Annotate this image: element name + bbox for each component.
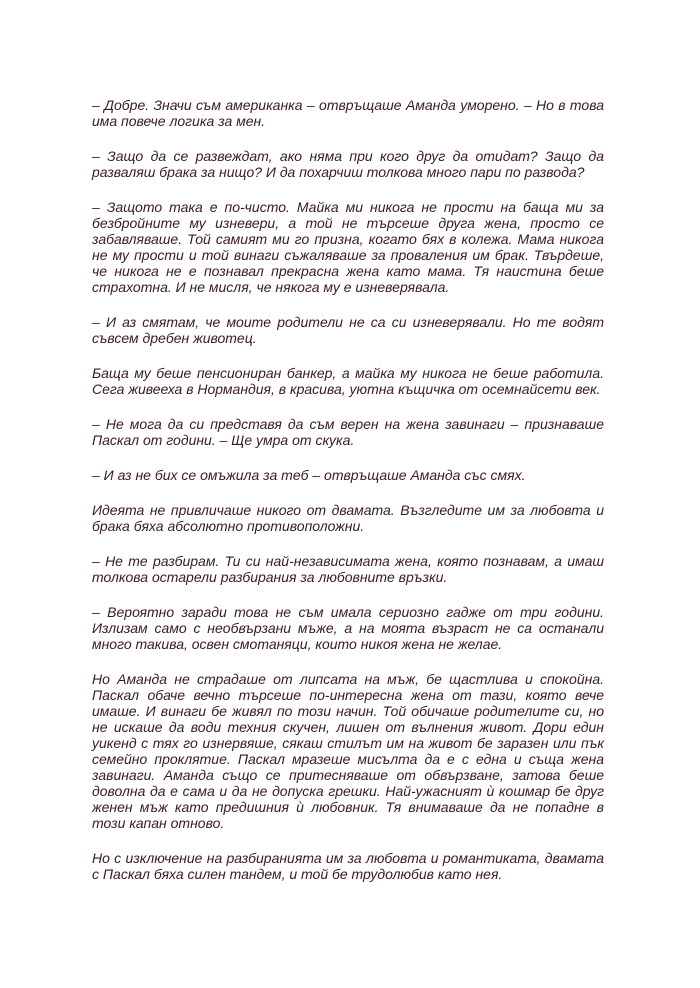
paragraph: – Не те разбирам. Ти си най-независимата жена, която познавам, а имаш толкова остарели разбирания за любовните връзки. (92, 553, 604, 585)
paragraph: – И аз не бих се омъжила за теб – отвръщаше Аманда със смях. (92, 467, 526, 483)
paragraph: Но с изключение на разбиранията им за любовта и романтиката, двамата с Паскал бяха силен тандем, и той бе трудолюбив като нея. (92, 850, 604, 882)
paragraph: – Не мога да си представя да съм верен на жена завинаги – признаваше Паскал от години. – Ще умра от скука. (92, 416, 604, 448)
paragraph: – Добре. Значи съм американка – отвръщаше Аманда уморено. – Но в това има повече логика за мен. (92, 97, 604, 129)
paragraph: – Вероятно заради това не съм имала сериозно гадже от три години. Излизам само с необвързани мъже, а на моята възраст не са останали много такива, освен смотаняци, които никоя жена не желае. (92, 604, 604, 652)
paragraph: – И аз смятам, че моите родители не са си изневерявали. Но те водят съвсем дребен животец. (92, 314, 604, 346)
paragraph: Идеята не привличаше никого от двамата. Възгледите им за любовта и брака бяха абсолютно противоположни. (92, 502, 604, 534)
paragraph: – Защото така е по-чисто. Майка ми никога не прости на баща ми за безбройните му изневери, а той не търсеше друга жена, просто се забавляваше. Той самият ми го призна, когато бях в колежа. Мама никога не му прости и той винаги съжаляваше за проваления им брак. Твърдеше, че никога не е познавал прекрасна жена като мама. Тя наистина беше страхотна. И не мисля, че някога му е изневерявала. (92, 199, 604, 295)
paragraph: Баща му беше пенсиониран банкер, а майка му никога не беше работила. Сега живееха в Нормандия, в красива, уютна къщичка от осемнайсети век. (92, 365, 604, 397)
paragraph: – Защо да се развеждат, ако няма при кого друг да отидат? Защо да разваляш брака за нищо? И да похарчиш толкова много пари по развода? (92, 148, 604, 180)
paragraph: Но Аманда не страдаше от липсата на мъж, бе щастлива и спокойна. Паскал обаче вечно търсеше по-интересна жена от тази, която вече имаше. И винаги бе живял по този начин. Той обичаше родителите си, но не искаше да води техния скучен, лишен от вълнения живот. Дори един уикенд с тях го изнервяше, сякаш стилът им на живот бе заразен или пък семейно проклятие. Паскал мразеше мисълта да е с една и съща жена завинаги. Аманда също се притесняваше от обвързване, затова беше доволна да е сама и да не допуска грешки. Най-ужасният ѝ кошмар бе друг женен мъж като предишния ѝ любовник. Тя внимаваше да не попадне в този капан отново. (92, 671, 604, 831)
body-text (92, 97, 604, 901)
